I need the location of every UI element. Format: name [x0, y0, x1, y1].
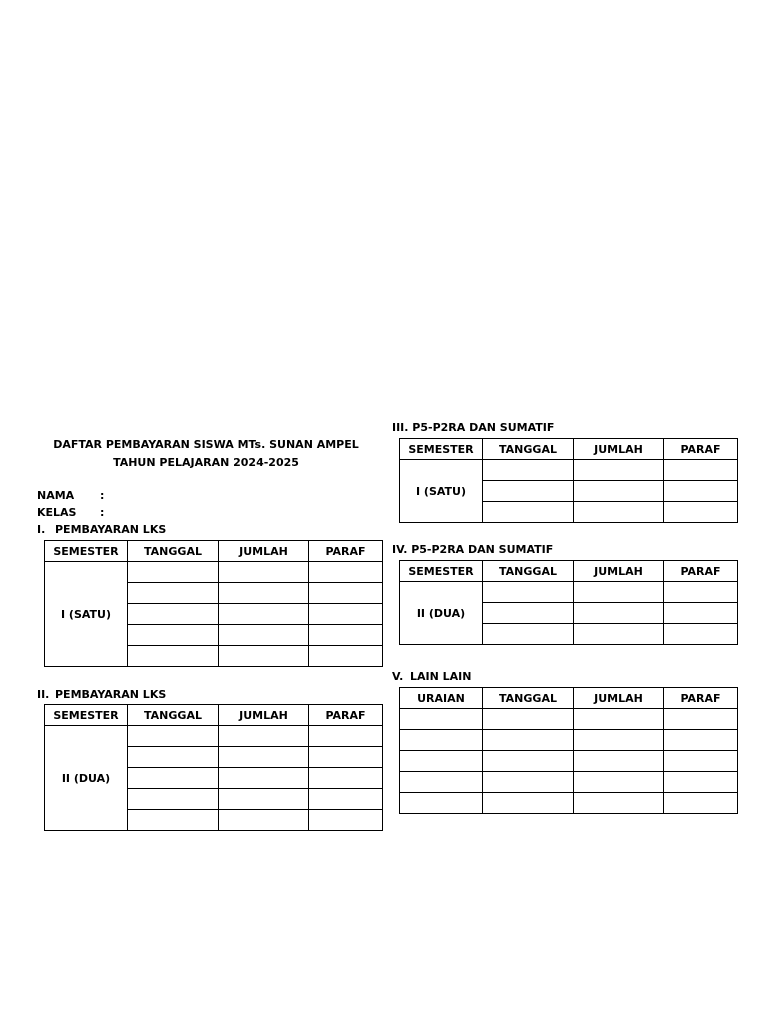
tanggal-cell[interactable] — [483, 709, 574, 730]
tanggal-cell[interactable] — [483, 481, 574, 502]
paraf-cell[interactable] — [664, 793, 738, 814]
table-row — [400, 730, 738, 751]
header-jumlah: JUMLAH — [574, 439, 664, 460]
tanggal-cell[interactable] — [128, 583, 219, 604]
table-header-row — [45, 541, 383, 562]
table-header-row — [400, 688, 738, 709]
header-jumlah: JUMLAH — [574, 688, 664, 709]
tanggal-cell[interactable] — [483, 460, 574, 481]
paraf-cell[interactable] — [309, 562, 383, 583]
section-4-table — [399, 560, 738, 645]
section-1-heading: PEMBAYARAN LKS — [55, 523, 167, 536]
paraf-cell[interactable] — [309, 768, 383, 789]
jumlah-cell[interactable] — [574, 582, 664, 603]
table-row — [45, 562, 383, 583]
jumlah-cell[interactable] — [219, 604, 309, 625]
header-tanggal: TANGGAL — [128, 705, 219, 726]
document-title: DAFTAR PEMBAYARAN SISWA MTs. SUNAN AMPEL — [53, 438, 359, 451]
table-row — [400, 582, 738, 603]
uraian-cell[interactable] — [400, 793, 483, 814]
table-header-row — [400, 561, 738, 582]
paraf-cell[interactable] — [664, 460, 738, 481]
table-header-row — [400, 439, 738, 460]
jumlah-cell[interactable] — [574, 730, 664, 751]
header-tanggal: TANGGAL — [128, 541, 219, 562]
section-2-table — [44, 704, 383, 831]
semester-cell: I (SATU) — [45, 562, 128, 667]
kelas-label: KELAS — [37, 506, 77, 519]
kelas-colon: : — [100, 506, 105, 519]
semester-cell: II (DUA) — [45, 726, 128, 831]
header-paraf: PARAF — [664, 561, 738, 582]
table-header-row — [45, 705, 383, 726]
jumlah-cell[interactable] — [574, 460, 664, 481]
tanggal-cell[interactable] — [128, 789, 219, 810]
section-1-number: I. — [37, 523, 46, 536]
tanggal-cell[interactable] — [128, 768, 219, 789]
nama-colon: : — [100, 489, 105, 502]
semester-cell: I (SATU) — [400, 460, 483, 523]
table-row — [400, 772, 738, 793]
paraf-cell[interactable] — [664, 709, 738, 730]
tanggal-cell[interactable] — [483, 730, 574, 751]
semester-cell: II (DUA) — [400, 582, 483, 645]
header-jumlah: JUMLAH — [219, 705, 309, 726]
header-paraf: PARAF — [309, 705, 383, 726]
tanggal-cell[interactable] — [128, 646, 219, 667]
table-row — [400, 709, 738, 730]
section-2-heading: PEMBAYARAN LKS — [55, 688, 167, 701]
header-tanggal: TANGGAL — [483, 439, 574, 460]
tanggal-cell[interactable] — [128, 604, 219, 625]
section-1-table — [44, 540, 383, 667]
tanggal-cell[interactable] — [128, 625, 219, 646]
header-semester: SEMESTER — [400, 561, 483, 582]
jumlah-cell[interactable] — [219, 646, 309, 667]
header-paraf: PARAF — [664, 439, 738, 460]
header-jumlah: JUMLAH — [219, 541, 309, 562]
jumlah-cell[interactable] — [219, 625, 309, 646]
paraf-cell[interactable] — [309, 726, 383, 747]
paraf-cell[interactable] — [309, 583, 383, 604]
paraf-cell[interactable] — [664, 502, 738, 523]
paraf-cell[interactable] — [309, 789, 383, 810]
tanggal-cell[interactable] — [128, 747, 219, 768]
section-3-heading: III. P5-P2RA DAN SUMATIF — [392, 421, 555, 434]
header-tanggal: TANGGAL — [483, 688, 574, 709]
tanggal-cell[interactable] — [483, 624, 574, 645]
paraf-cell[interactable] — [664, 582, 738, 603]
header-paraf: PARAF — [664, 688, 738, 709]
uraian-cell[interactable] — [400, 751, 483, 772]
table-row — [400, 460, 738, 481]
paraf-cell[interactable] — [664, 481, 738, 502]
paraf-cell[interactable] — [664, 772, 738, 793]
header-tanggal: TANGGAL — [483, 561, 574, 582]
tanggal-cell[interactable] — [128, 562, 219, 583]
uraian-cell[interactable] — [400, 730, 483, 751]
jumlah-cell[interactable] — [574, 624, 664, 645]
paraf-cell[interactable] — [309, 747, 383, 768]
jumlah-cell[interactable] — [574, 709, 664, 730]
jumlah-cell[interactable] — [574, 793, 664, 814]
paraf-cell[interactable] — [309, 646, 383, 667]
header-jumlah: JUMLAH — [574, 561, 664, 582]
jumlah-cell[interactable] — [219, 789, 309, 810]
tanggal-cell[interactable] — [483, 772, 574, 793]
header-semester: SEMESTER — [45, 705, 128, 726]
tanggal-cell[interactable] — [483, 582, 574, 603]
paraf-cell[interactable] — [309, 810, 383, 831]
paraf-cell[interactable] — [664, 751, 738, 772]
header-uraian: URAIAN — [400, 688, 483, 709]
tanggal-cell[interactable] — [483, 502, 574, 523]
section-3-table — [399, 438, 738, 523]
jumlah-cell[interactable] — [574, 603, 664, 624]
jumlah-cell[interactable] — [219, 747, 309, 768]
jumlah-cell[interactable] — [219, 768, 309, 789]
section-5-table — [399, 687, 738, 814]
header-semester: SEMESTER — [45, 541, 128, 562]
paraf-cell[interactable] — [664, 624, 738, 645]
jumlah-cell[interactable] — [219, 726, 309, 747]
paraf-cell[interactable] — [309, 625, 383, 646]
nama-label: NAMA — [37, 489, 75, 502]
table-row — [45, 726, 383, 747]
paraf-cell[interactable] — [664, 730, 738, 751]
header-semester: SEMESTER — [400, 439, 483, 460]
tanggal-cell[interactable] — [128, 726, 219, 747]
jumlah-cell[interactable] — [574, 751, 664, 772]
paraf-cell[interactable] — [664, 603, 738, 624]
header-paraf: PARAF — [309, 541, 383, 562]
jumlah-cell[interactable] — [219, 562, 309, 583]
jumlah-cell[interactable] — [574, 772, 664, 793]
jumlah-cell[interactable] — [574, 481, 664, 502]
paraf-cell[interactable] — [309, 604, 383, 625]
tanggal-cell[interactable] — [483, 751, 574, 772]
section-4-heading: IV. P5-P2RA DAN SUMATIF — [392, 543, 554, 556]
section-5-number: V. — [392, 670, 404, 683]
uraian-cell[interactable] — [400, 709, 483, 730]
table-row — [400, 751, 738, 772]
section-5-heading: LAIN LAIN — [410, 670, 472, 683]
jumlah-cell[interactable] — [219, 583, 309, 604]
uraian-cell[interactable] — [400, 772, 483, 793]
document-subtitle: TAHUN PELAJARAN 2024-2025 — [113, 456, 299, 469]
jumlah-cell[interactable] — [574, 502, 664, 523]
jumlah-cell[interactable] — [219, 810, 309, 831]
tanggal-cell[interactable] — [483, 603, 574, 624]
table-row — [400, 793, 738, 814]
tanggal-cell[interactable] — [483, 793, 574, 814]
tanggal-cell[interactable] — [128, 810, 219, 831]
section-2-number: II. — [37, 688, 50, 701]
